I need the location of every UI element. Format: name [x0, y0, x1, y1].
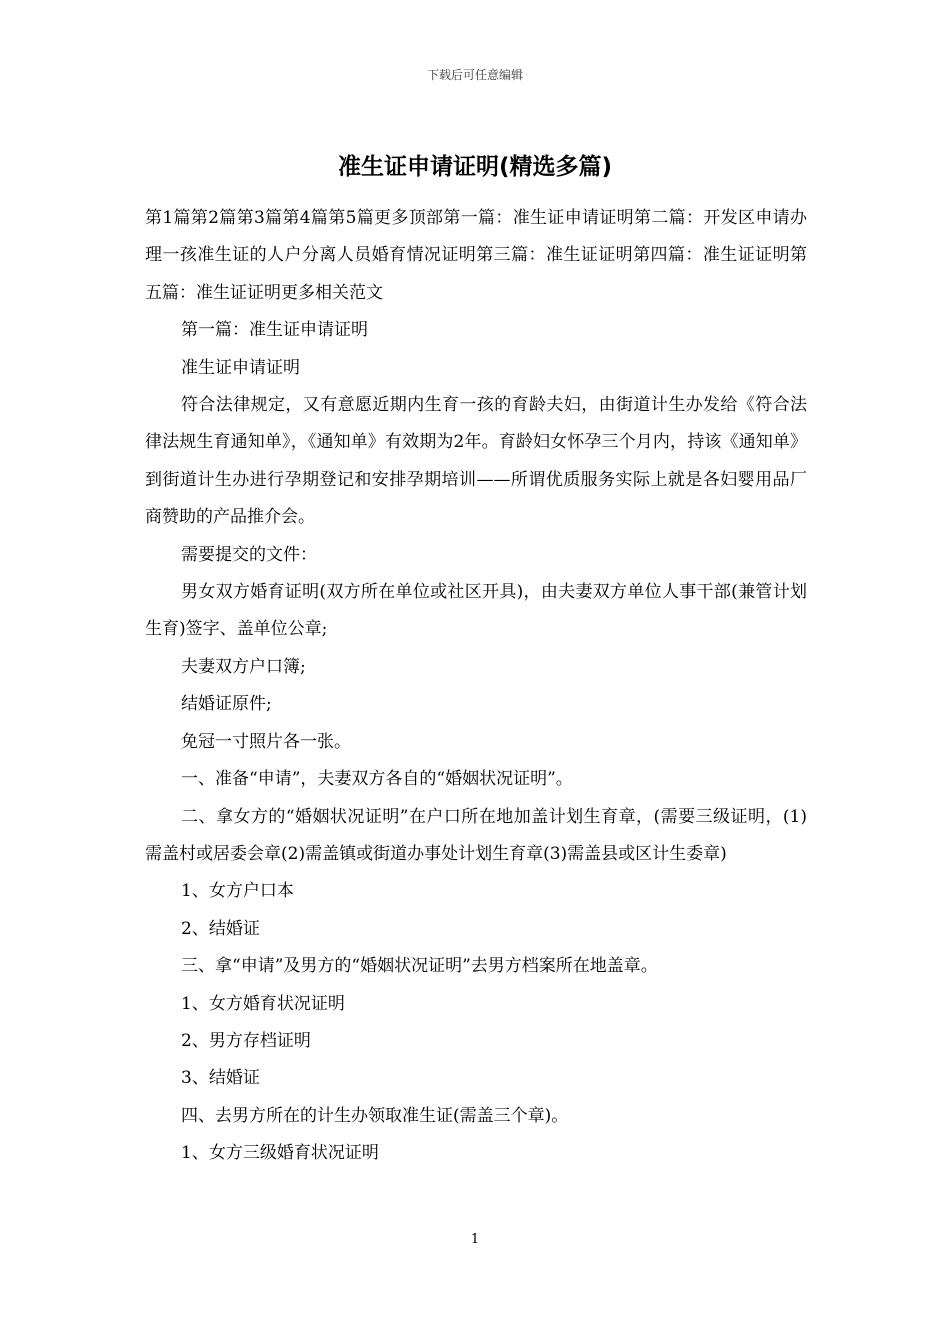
- body-paragraph: 三、拿“申请”及男方的“婚姻状况证明”去男方档案所在地盖章。: [181, 956, 658, 977]
- document-title: 准生证申请证明(精选多篇): [337, 154, 613, 180]
- page-number: 1: [470, 1232, 480, 1247]
- document-body: [145, 200, 807, 1173]
- body-paragraph: 第一篇：准生证申请证明: [181, 320, 368, 341]
- body-paragraph: 一、准备“申请”，夫妻双方各自的“婚姻状况证明”。: [181, 769, 573, 790]
- body-paragraph: 3、结婚证: [181, 1068, 260, 1089]
- page-header: 下载后可任意编辑: [426, 68, 523, 82]
- body-paragraph: 结婚证原件;: [181, 694, 272, 715]
- body-paragraph: 四、去男方所在的计生办领取准生证(需盖三个章)。: [181, 1105, 569, 1126]
- body-paragraph: 符合法律规定，又有意愿近期内生育一孩的育龄夫妇，由街道计生办发给《符合法律法规生育通知单》，《通知单》有效期为2年。育龄妇女怀孕三个月内，持该《通知单》到街道计生办进行孕期登记和安排孕期培训——所谓优质服务实际上就是各妇婴用品厂商赞助的产品推介会。: [145, 395, 807, 528]
- body-paragraph: 1、女方三级婚育状况证明: [181, 1143, 379, 1164]
- body-paragraph: 准生证申请证明: [181, 357, 300, 378]
- body-paragraph: 1、女方婚育状况证明: [181, 993, 345, 1014]
- body-paragraph: 2、结婚证: [181, 918, 260, 939]
- body-paragraph: 夫妻双方户口簿;: [181, 656, 306, 677]
- body-paragraph: 需要提交的文件：: [181, 544, 317, 565]
- body-paragraph: 二、拿女方的“婚姻状况证明”在户口所在地加盖计划生育章，(需要三级证明，(1)需盖村或居委会章(2)需盖镇或街道办事处计划生育章(3)需盖县或区计生委章): [145, 806, 807, 864]
- body-paragraph: 1、女方户口本: [181, 881, 294, 902]
- body-paragraph: 免冠一寸照片各一张。: [181, 731, 351, 752]
- body-paragraph: 男女双方婚育证明(双方所在单位或社区开具)，由夫妻双方单位人事干部(兼管计划生育)签字、盖单位公章;: [145, 582, 807, 640]
- intro-paragraph: 第1篇第2篇第3篇第4篇第5篇更多顶部第一篇：准生证申请证明第二篇：开发区申请办理一孩准生证的人户分离人员婚育情况证明第三篇：准生证证明第四篇：准生证证明第五篇：准生证证明更多相关范文: [145, 208, 807, 303]
- body-paragraph: 2、男方存档证明: [181, 1030, 311, 1051]
